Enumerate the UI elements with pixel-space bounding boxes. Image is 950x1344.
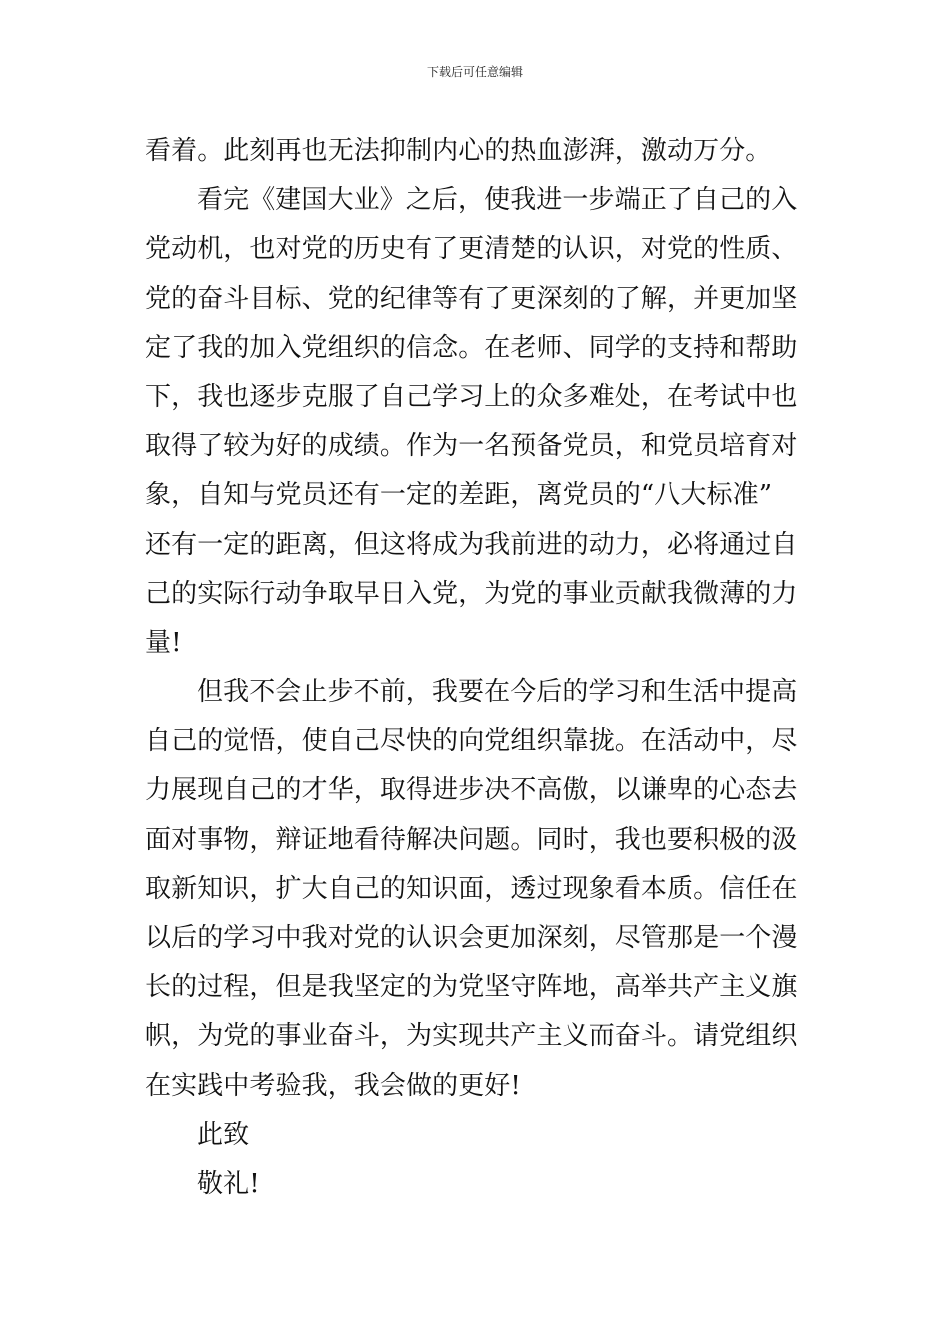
body-line-5: 定了我的加入党组织的信念。在老师、同学的支持和帮助 (145, 332, 798, 363)
body-line-6: 下，我也逐步克服了自己学习上的众多难处，在考试中也 (145, 381, 798, 412)
body-line-15: 面对事物，辩证地看待解决问题。同时，我也要积极的汲 (145, 824, 798, 855)
document-body (145, 127, 809, 1209)
closing-salutation: 此致 (197, 1119, 250, 1150)
body-line-8: 象，自知与党员还有一定的差距，离党员的“八大标准” (145, 480, 773, 511)
body-line-14: 力展现自己的才华，取得进步决不高傲，以谦卑的心态去 (145, 775, 798, 806)
body-line-12: 但我不会止步不前，我要在今后的学习和生活中提高 (197, 677, 798, 708)
page-header-note: 下载后可任意编辑 (426, 65, 523, 79)
body-line-7: 取得了较为好的成绩。作为一名预备党员，和党员培育对 (145, 431, 798, 462)
body-line-18: 长的过程，但是我坚定的为党坚守阵地，高举共产主义旗 (145, 972, 798, 1003)
body-line-13: 自己的觉悟，使自己尽快的向党组织靠拢。在活动中，尽 (145, 726, 798, 757)
body-line-3: 党动机，也对党的历史有了更清楚的认识，对党的性质、 (145, 234, 798, 265)
closing-regards: 敬礼! (197, 1168, 260, 1199)
body-line-11: 量! (145, 627, 182, 658)
body-line-9: 还有一定的距离，但这将成为我前进的动力，必将通过自 (145, 529, 798, 560)
body-line-10: 己的实际行动争取早日入党，为党的事业贡献我微薄的力 (145, 578, 798, 609)
body-line-20: 在实践中考验我，我会做的更好! (145, 1070, 521, 1101)
body-line-1: 看着。此刻再也无法抑制内心的热血澎湃，激动万分。 (145, 136, 772, 166)
body-line-2: 看完《建国大业》之后，使我进一步端正了自己的入 (197, 185, 798, 216)
body-line-19: 帜，为党的事业奋斗，为实现共产主义而奋斗。请党组织 (145, 1021, 798, 1052)
body-line-4: 党的奋斗目标、党的纪律等有了更深刻的了解，并更加坚 (145, 283, 798, 314)
body-line-17: 以后的学习中我对党的认识会更加深刻，尽管那是一个漫 (145, 923, 798, 953)
body-line-16: 取新知识，扩大自己的知识面，透过现象看本质。信任在 (145, 873, 798, 904)
